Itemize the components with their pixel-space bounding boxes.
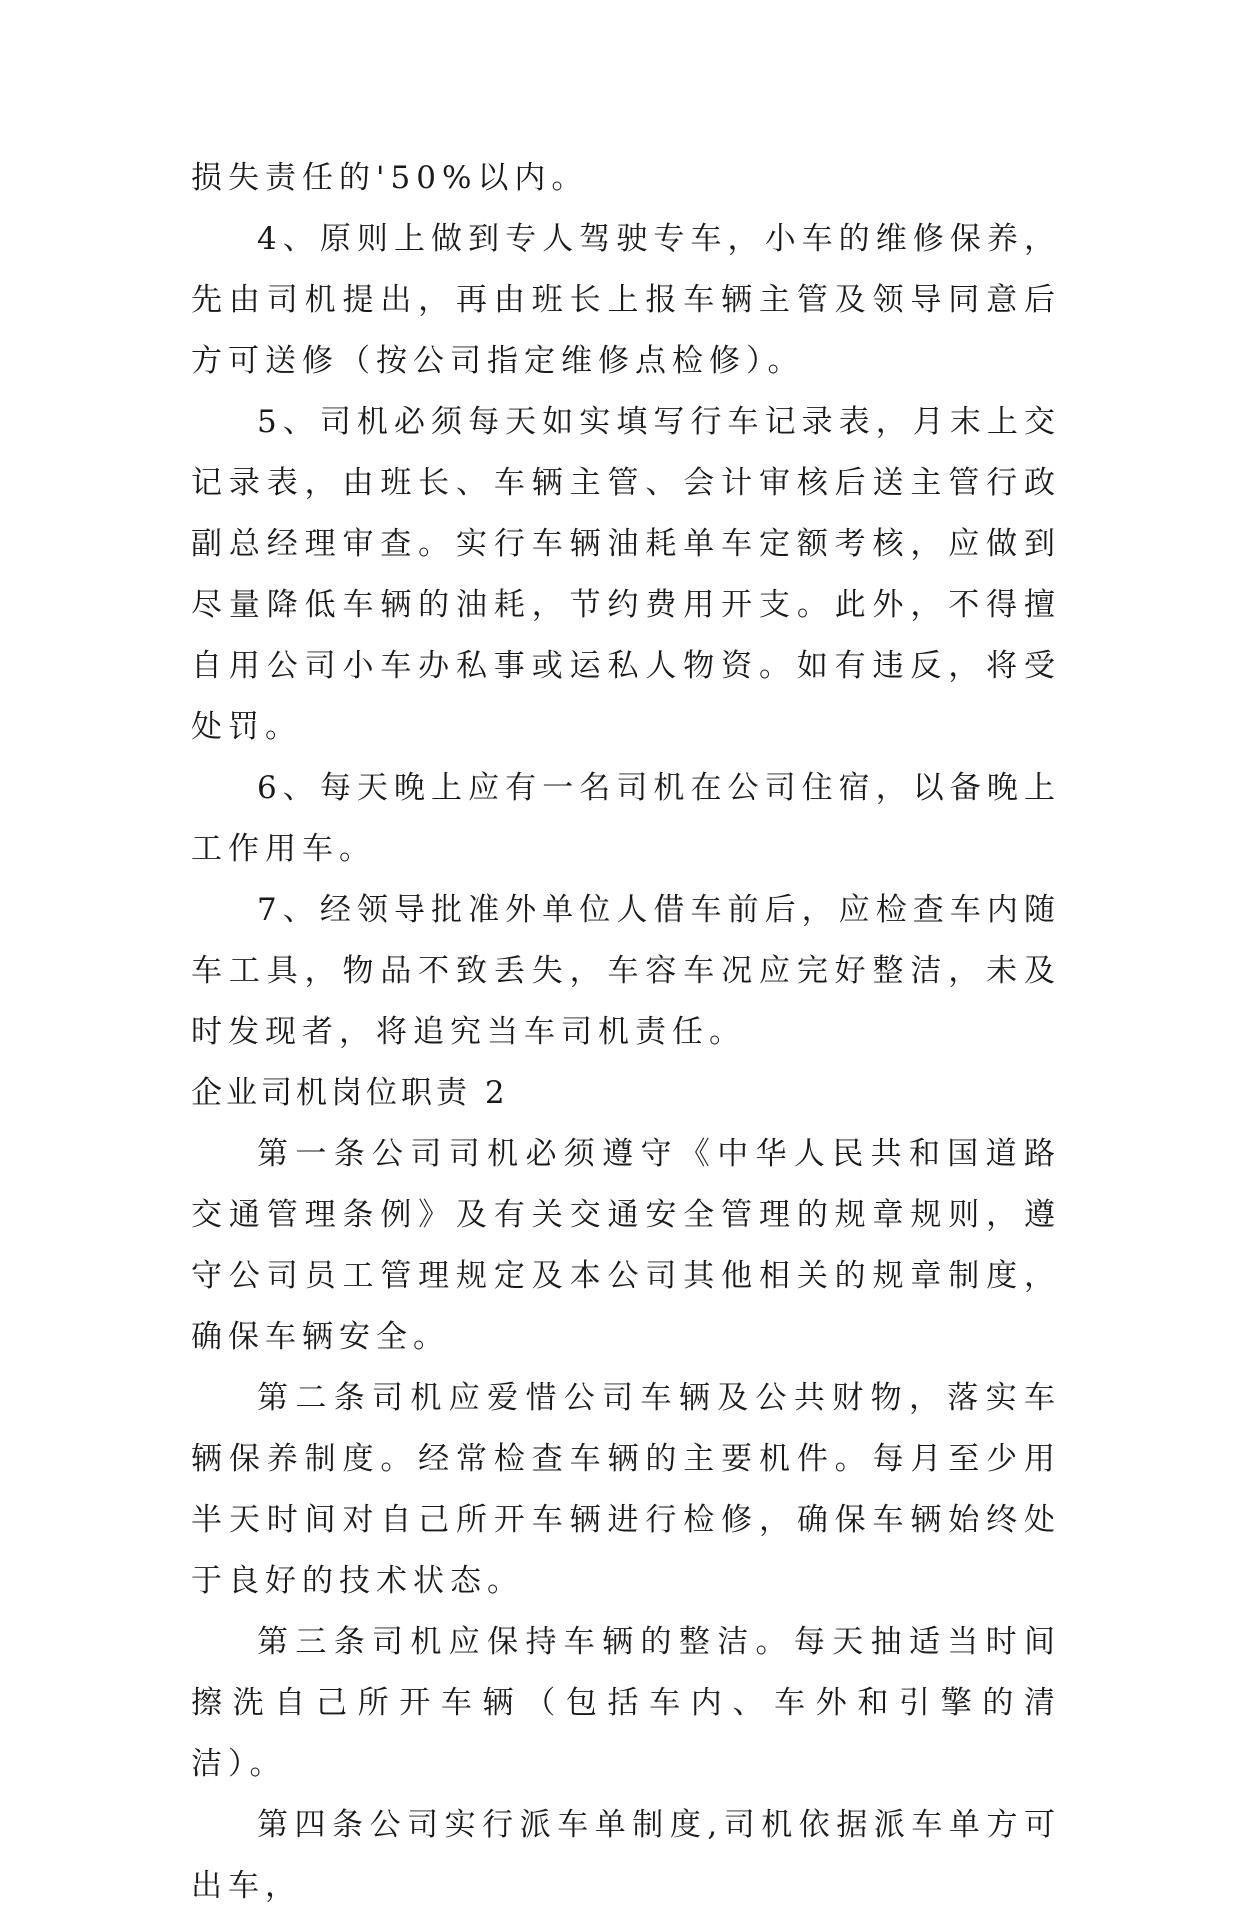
article-2: 第二条司机应爱惜公司车辆及公共财物，落实车辆保养制度。经常检查车辆的主要机件。每月至少用半天时间对自己所开车辆进行检修，确保车辆始终处于良好的技术状态。 xyxy=(191,1380,1061,1599)
document-body xyxy=(191,148,1061,1917)
section-heading: 企业司机岗位职责 2 xyxy=(191,1075,509,1111)
paragraph-item-7: 7、经领导批准外单位人借车前后，应检查车内随车工具，物品不致丢失，车容车况应完好整洁，未及时发现者，将追究当车司机责任。 xyxy=(191,892,1061,1050)
paragraph-item-5: 5、司机必须每天如实填写行车记录表，月末上交记录表，由班长、车辆主管、会计审核后送主管行政副总经理审查。实行车辆油耗单车定额考核，应做到尽量降低车辆的油耗，节约费用开支。此外，不得擅自用公司小车办私事或运私人物资。如有违反，将受处罚。 xyxy=(191,404,1061,745)
paragraph-item-6: 6、每天晚上应有一名司机在公司住宿，以备晚上工作用车。 xyxy=(191,770,1061,867)
article-4: 第四条公司实行派车单制度,司机依据派车单方可出车， xyxy=(191,1807,1061,1904)
article-3: 第三条司机应保持车辆的整洁。每天抽适当时间擦洗自己所开车辆（包括车内、车外和引擎的清洁）。 xyxy=(191,1624,1061,1782)
article-1: 第一条公司司机必须遵守《中华人民共和国道路交通管理条例》及有关交通安全管理的规章规则，遵守公司员工管理规定及本公司其他相关的规章制度，确保车辆安全。 xyxy=(191,1136,1061,1355)
paragraph-continuation: 损失责任的'50%以内。 xyxy=(191,160,589,196)
paragraph-item-4: 4、原则上做到专人驾驶专车，小车的维修保养，先由司机提出，再由班长上报车辆主管及领导同意后方可送修（按公司指定维修点检修）。 xyxy=(191,221,1061,379)
